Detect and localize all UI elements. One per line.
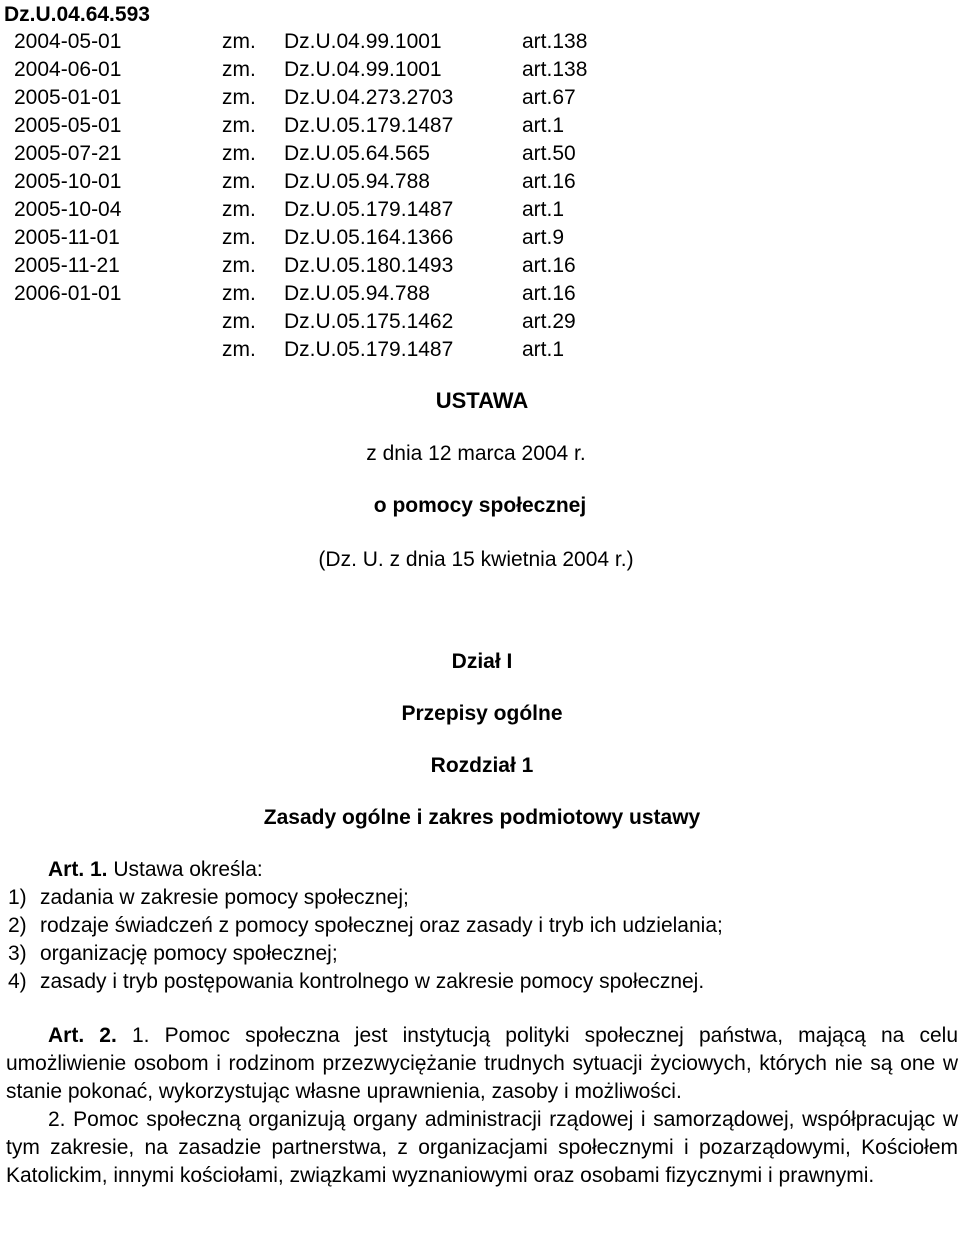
amendment-ref: Dz.U.05.179.1487 (284, 114, 454, 137)
list-item-number: 2) (8, 914, 27, 937)
paragraph-text: Pomoc społeczna jest instytucją polityki społecznej państwa, mającą na celu umożliwienie osobom i rodzinom przezwyciężanie trudnych sytuacji życiowych, których nie są one w stanie pokonać, wykorzystując własne uprawnienia, zasoby i możliwości. (6, 1024, 959, 1103)
list-item (8, 968, 908, 996)
list-item-number: 1) (8, 886, 27, 909)
division-heading: Dział I (451, 650, 513, 673)
article-2 (6, 1022, 958, 1190)
amendment-art: art.138 (522, 30, 588, 53)
article-2-label: Art. 2. (48, 1024, 117, 1047)
paragraph-number: 2. (48, 1108, 66, 1131)
amendment-ref: Dz.U.04.99.1001 (284, 30, 442, 53)
amendment-art: art.16 (522, 282, 576, 305)
article-1-intro-text: Ustawa określa: (107, 858, 263, 881)
journal-reference: (Dz. U. z dnia 15 kwietnia 2004 r.) (318, 548, 634, 571)
amendment-zm: zm. (222, 58, 256, 81)
amendment-date: 2004-06-01 (14, 58, 122, 81)
list-item (8, 884, 908, 912)
amendment-date: 2004-05-01 (14, 30, 122, 53)
amendment-art: art.9 (522, 226, 565, 249)
amendment-date: 2005-01-01 (14, 86, 122, 109)
list-item-number: 3) (8, 942, 27, 965)
amendment-date: 2005-05-01 (14, 114, 122, 137)
list-item-text: zadania w zakresie pomocy społecznej; (40, 886, 409, 909)
article-1-label: Art. 1. (48, 858, 108, 881)
paragraph-number: 1. (116, 1024, 150, 1047)
amendment-ref: Dz.U.05.64.565 (284, 142, 430, 165)
amendment-zm: zm. (222, 226, 256, 249)
amendment-row (0, 308, 700, 336)
amendment-art: art.1 (522, 338, 565, 361)
amendment-art: art.1 (522, 114, 565, 137)
amendment-row (0, 252, 700, 280)
amendment-row (0, 112, 700, 140)
chapter-heading: Rozdział 1 (430, 754, 534, 777)
amendment-zm: zm. (222, 282, 256, 305)
amendment-art: art.29 (522, 310, 576, 333)
article-1-list (8, 884, 908, 996)
amendment-zm: zm. (222, 142, 256, 165)
list-item-text: organizację pomocy społecznej; (40, 942, 338, 965)
amendment-zm: zm. (222, 86, 256, 109)
amendment-row (0, 224, 700, 252)
amendment-art: art.16 (522, 254, 576, 277)
amendment-date: 2005-07-21 (14, 142, 122, 165)
amendment-date: 2005-11-21 (14, 254, 120, 277)
amendment-date: 2005-11-01 (14, 226, 120, 249)
amendments-table (0, 28, 700, 364)
amendment-art: art.67 (522, 86, 576, 109)
amendment-date: 2005-10-01 (14, 170, 122, 193)
amendment-row (0, 28, 700, 56)
amendment-row (0, 280, 700, 308)
amendment-row (0, 336, 700, 364)
amendment-ref: Dz.U.05.179.1487 (284, 198, 454, 221)
amendment-date: 2005-10-04 (14, 198, 122, 221)
amendment-art: art.1 (522, 198, 565, 221)
amendment-ref: Dz.U.04.273.2703 (284, 86, 454, 109)
amendment-zm: zm. (222, 30, 256, 53)
amendment-ref: Dz.U.05.175.1462 (284, 310, 454, 333)
amendment-ref: Dz.U.05.179.1487 (284, 338, 454, 361)
list-item-text: rodzaje świadczeń z pomocy społecznej oraz zasady i tryb ich udzielania; (40, 914, 723, 937)
amendment-row (0, 168, 700, 196)
list-item-text: zasady i tryb postępowania kontrolnego w zakresie pomocy społecznej. (40, 970, 705, 993)
amendment-art: art.138 (522, 58, 588, 81)
chapter-title: Zasady ogólne i zakres podmiotowy ustawy (263, 806, 701, 829)
amendment-zm: zm. (222, 170, 256, 193)
amendment-zm: zm. (222, 310, 256, 333)
paragraph-text: Pomoc społeczną organizują organy administracji rządowej i samorządowej, współpracując w tym zakresie, na zasadzie partnerstwa, z organizacjami społecznymi i pozarządowymi, Kościołem Katolickim, innymi kościołami, związkami wyznaniowymi oraz osobami fizycznymi i prawnymi. (6, 1108, 958, 1187)
list-item (8, 940, 908, 968)
amendment-row (0, 84, 700, 112)
amendment-ref: Dz.U.05.94.788 (284, 282, 430, 305)
division-title: Przepisy ogólne (401, 702, 563, 725)
article-2-paragraph-1 (6, 1022, 958, 1106)
amendment-zm: zm. (222, 198, 256, 221)
amendment-row (0, 56, 700, 84)
article-2-paragraph-2 (6, 1106, 958, 1190)
amendment-art: art.16 (522, 170, 576, 193)
list-item-number: 4) (8, 970, 27, 993)
amendment-ref: Dz.U.05.164.1366 (284, 226, 454, 249)
amendment-row (0, 196, 700, 224)
amendment-zm: zm. (222, 338, 256, 361)
list-item (8, 912, 908, 940)
amendment-date: 2006-01-01 (14, 282, 122, 305)
amendment-art: art.50 (522, 142, 576, 165)
amendment-ref: Dz.U.05.180.1493 (284, 254, 454, 277)
amendment-ref: Dz.U.04.99.1001 (284, 58, 442, 81)
act-date: z dnia 12 marca 2004 r. (366, 442, 586, 465)
act-title: USTAWA (435, 388, 529, 413)
document-id: Dz.U.04.64.593 (4, 3, 150, 26)
amendment-zm: zm. (222, 254, 256, 277)
amendment-zm: zm. (222, 114, 256, 137)
amendment-row (0, 140, 700, 168)
amendment-ref: Dz.U.05.94.788 (284, 170, 430, 193)
act-subject: o pomocy społecznej (373, 494, 587, 517)
article-1-intro (48, 856, 263, 884)
